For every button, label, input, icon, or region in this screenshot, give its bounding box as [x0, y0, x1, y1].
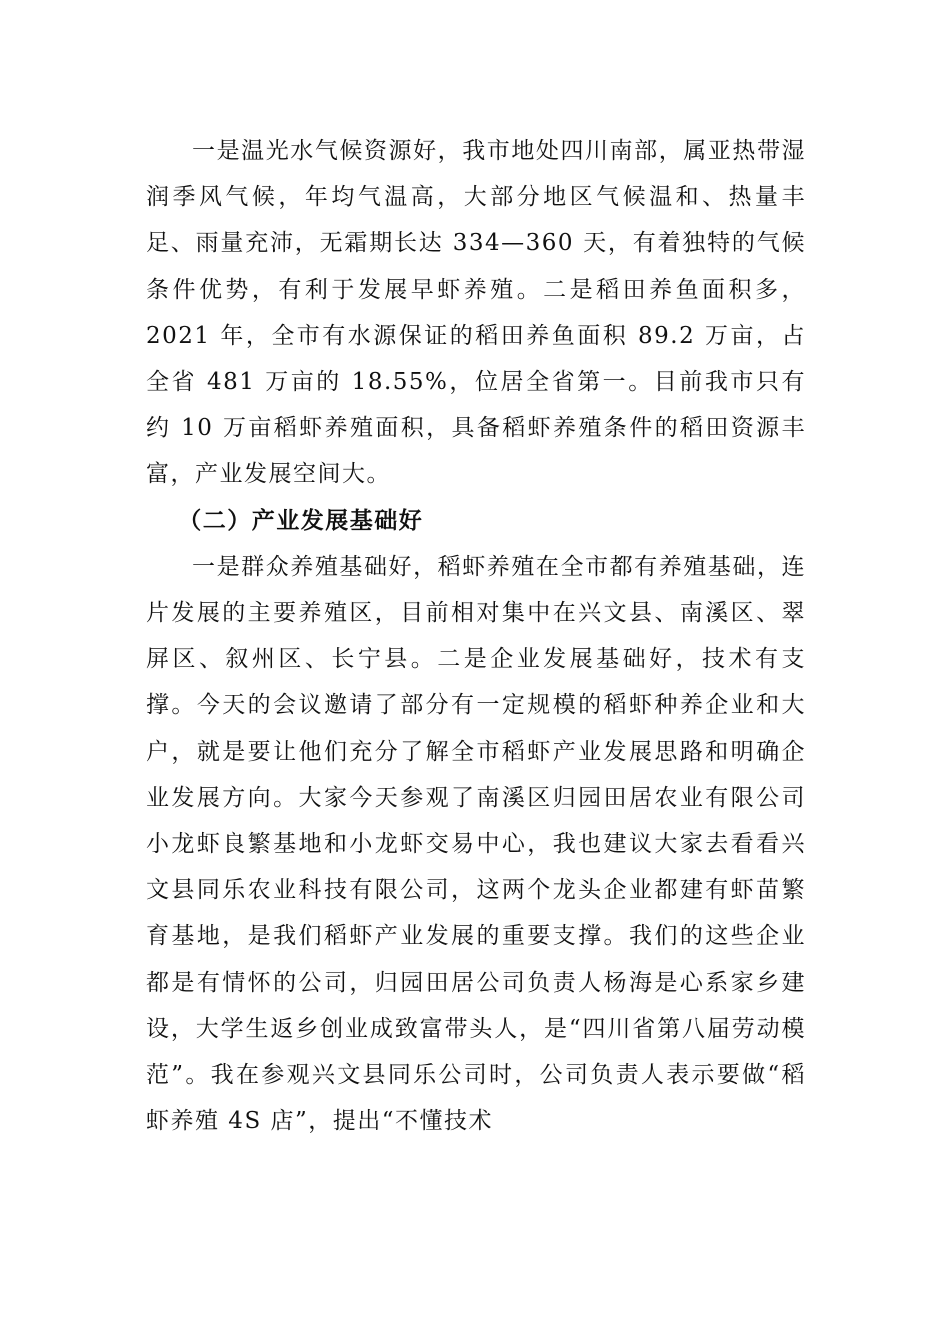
paragraph-industry-foundation: 一是群众养殖基础好，稻虾养殖在全市都有养殖基础，连片发展的主要养殖区，目前相对集中在兴文县、南溪区、翠屏区、叙州区、长宁县。二是企业发展基础好，技术有支撑。今天的会议邀请了部分有一定规模的稻虾种养企业和大户，就是要让他们充分了解全市稻虾产业发展思路和明确企业发展方向。大家今天参观了南溪区归园田居农业有限公司小龙虾良繁基地和小龙虾交易中心，我也建议大家去看看兴文县同乐农业科技有限公司，这两个龙头企业都建有虾苗繁育基地，是我们稻虾产业发展的重要支撑。我们的这些企业都是有情怀的公司，归园田居公司负责人杨海是心系家乡建设，大学生返乡创业成致富带头人，是“四川省第八届劳动模范”。我在参观兴文县同乐公司时，公司负责人表示要做“稻虾养殖 4S 店”，提出“不懂技术: [146, 553, 806, 1135]
section-heading-industry-foundation: （二）产业发展基础好: [178, 507, 424, 534]
paragraph-climate-resources: 一是温光水气候资源好，我市地处四川南部，属亚热带湿润季风气候，年均气温高，大部分地区气候温和、热量丰足、雨量充沛，无霜期长达 334—360 天，有着独特的气候条件优势，有利于发展早虾养殖。二是稻田养鱼面积多，2021 年，全市有水源保证的稻田养鱼面积 89.2 万亩，占全省 481 万亩的 18.55%，位居全省第一。目前我市只有约 10 万亩稻虾养殖面积，具备稻虾养殖条件的稻田资源丰富，产业发展空间大。: [146, 138, 806, 488]
document-body: [146, 128, 806, 1144]
